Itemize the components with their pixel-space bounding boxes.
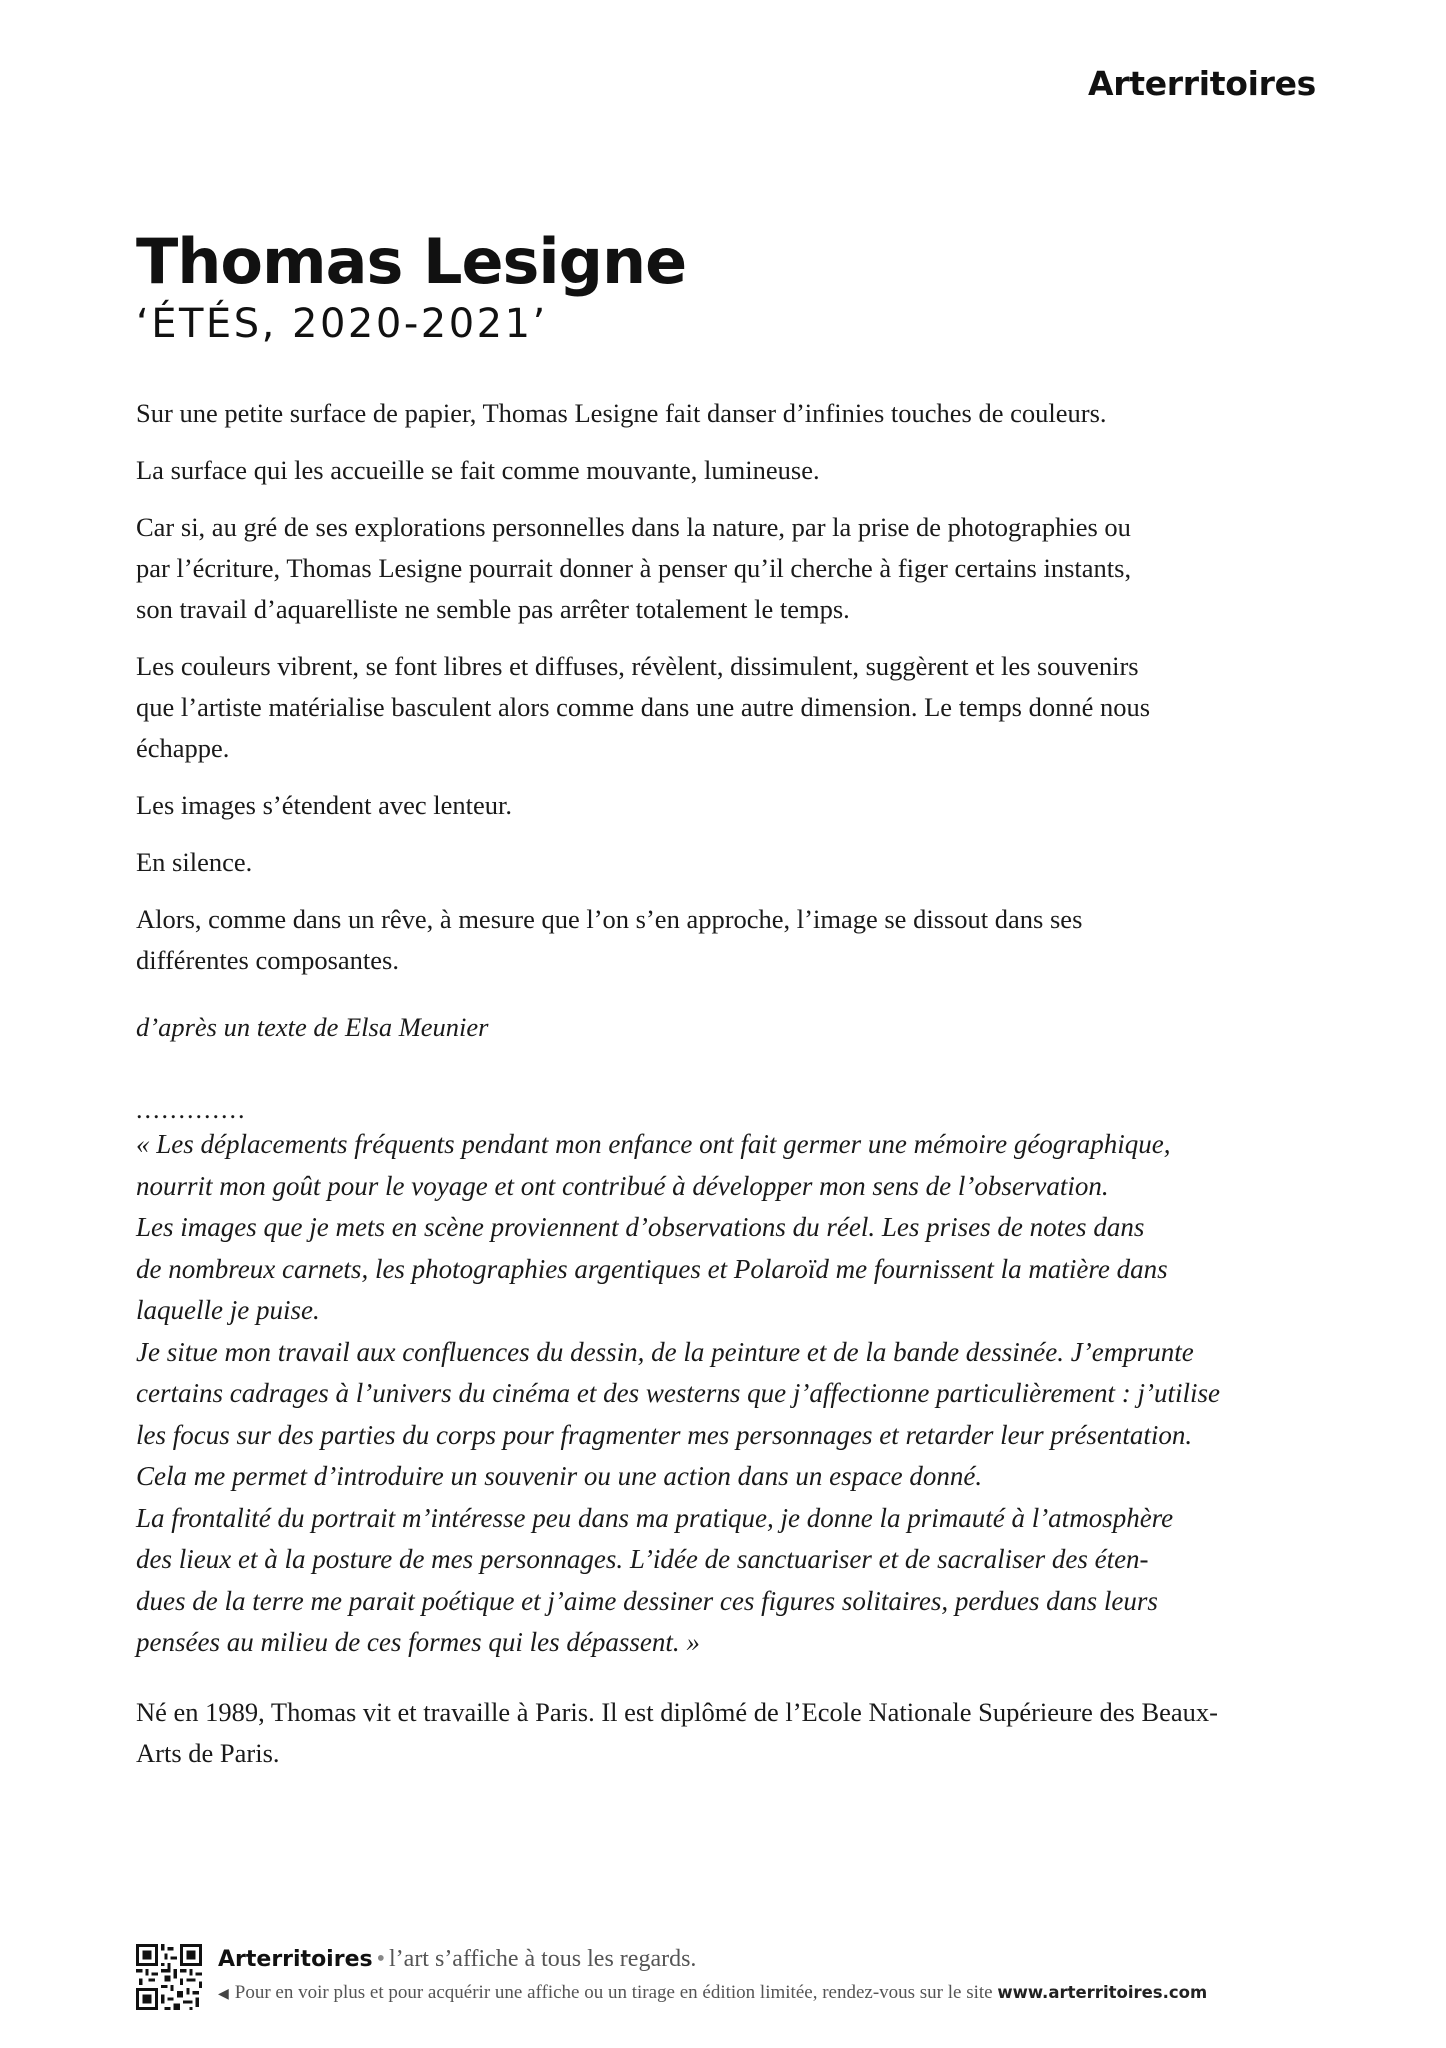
triangle-left-icon: ◀ xyxy=(218,1987,229,2002)
website-link[interactable]: www.arterritoires.com xyxy=(997,1983,1208,2002)
paragraph-7-line: Alors, comme dans un rêve, à mesure que l’on s’en approche, l’image se dissout dans ses xyxy=(136,904,1083,935)
paragraph-3-line: son travail d’aquarelliste ne semble pas arrêter totalement le temps. xyxy=(136,594,850,625)
artist-bio xyxy=(136,1692,1316,1774)
paragraph-7-line: différentes composantes. xyxy=(136,945,399,976)
quote-line: « Les déplacements fréquents pendant mon enfance ont fait germer une mémoire géographique, xyxy=(136,1129,1171,1160)
footer-cta-line xyxy=(218,1982,1207,2004)
paragraph-4-line: que l’artiste matérialise basculent alors comme dans une autre dimension. Le temps donné nous xyxy=(136,692,1151,723)
paragraph-4 xyxy=(136,646,1316,769)
text-credit: d’après un texte de Elsa Meunier xyxy=(136,1012,489,1043)
footer-cta: Pour en voir plus et pour acquérir une affiche ou un tirage en édition limitée, rendez-vous sur le site xyxy=(234,1982,993,2003)
quote-line: de nombreux carnets, les photographies argentiques et Polaroïd me fournissent la matière dans xyxy=(136,1253,1168,1284)
quote-line: La frontalité du portrait m’intéresse peu dans ma pratique, je donne la primauté à l’atmosphère xyxy=(136,1502,1174,1533)
paragraph-7 xyxy=(136,899,1316,981)
bio-line: Né en 1989, Thomas vit et travaille à Paris. Il est diplômé de l’Ecole Nationale Supérieure des Beaux- xyxy=(136,1696,1218,1727)
quote-line: des lieux et à la posture de mes personnages. L’idée de sanctuariser et de sacraliser des éten- xyxy=(136,1544,1149,1575)
brand-logo-top: Arterritoires xyxy=(1088,64,1316,103)
series-title: ‘ÉTÉS, 2020-2021’ xyxy=(136,301,548,348)
paragraph-4-line: Les couleurs vibrent, se font libres et diffuses, révèlent, dissimulent, suggèrent et les souvenirs xyxy=(136,651,1139,682)
quote-line: certains cadrages à l’univers du cinéma et des westerns que j’affectionne particulièrement : j’utilise xyxy=(136,1378,1221,1409)
description xyxy=(136,393,1316,1048)
quote-line: dues de la terre me parait poétique et j’aime dessiner ces figures solitaires, perdues dans leurs xyxy=(136,1585,1158,1616)
artist-quote xyxy=(136,1124,1316,1664)
separator-dots: ............. xyxy=(136,1095,247,1125)
quote-line: les focus sur des parties du corps pour fragmenter mes personnages et retarder leur présentation. xyxy=(136,1419,1193,1450)
main-content xyxy=(136,226,1316,1774)
quote-line: Je situe mon travail aux confluences du dessin, de la peinture et de la bande dessinée. J’emprunte xyxy=(136,1336,1194,1367)
footer-tagline: l’art s’affiche à tous les regards. xyxy=(389,1946,697,1972)
footer-bullet: • xyxy=(376,1946,385,1972)
paragraph-5: Les images s’étendent avec lenteur. xyxy=(136,790,512,821)
footer xyxy=(136,1944,1316,2014)
quote-line: Cela me permet d’introduire un souvenir ou une action dans un espace donné. xyxy=(136,1461,983,1492)
quote-line: laquelle je puise. xyxy=(136,1295,320,1326)
footer-tagline-line xyxy=(218,1946,696,1973)
quote-line: nourrit mon goût pour le voyage et ont contribué à développer mon sens de l’observation. xyxy=(136,1170,1109,1201)
paragraph-3-line: par l’écriture, Thomas Lesigne pourrait donner à penser qu’il cherche à figer certains instants, xyxy=(136,553,1132,584)
paragraph-1: Sur une petite surface de papier, Thomas Lesigne fait danser d’infinies touches de couleurs. xyxy=(136,398,1107,429)
footer-brand: Arterritoires xyxy=(218,1947,373,1972)
paragraph-2: La surface qui les accueille se fait comme mouvante, lumineuse. xyxy=(136,455,820,486)
paragraph-6: En silence. xyxy=(136,847,253,878)
bio-line: Arts de Paris. xyxy=(136,1737,280,1768)
paragraph-4-line: échappe. xyxy=(136,733,230,764)
qr-code-icon[interactable] xyxy=(136,1944,202,2010)
quote-line: Les images que je mets en scène proviennent d’observations du réel. Les prises de notes dans xyxy=(136,1212,1145,1243)
paragraph-3 xyxy=(136,507,1316,630)
artist-name: Thomas Lesigne xyxy=(136,225,687,298)
paragraph-3-line: Car si, au gré de ses explorations personnelles dans la nature, par la prise de photographies ou xyxy=(136,512,1131,543)
quote-line: pensées au milieu de ces formes qui les dépassent. » xyxy=(136,1627,700,1658)
